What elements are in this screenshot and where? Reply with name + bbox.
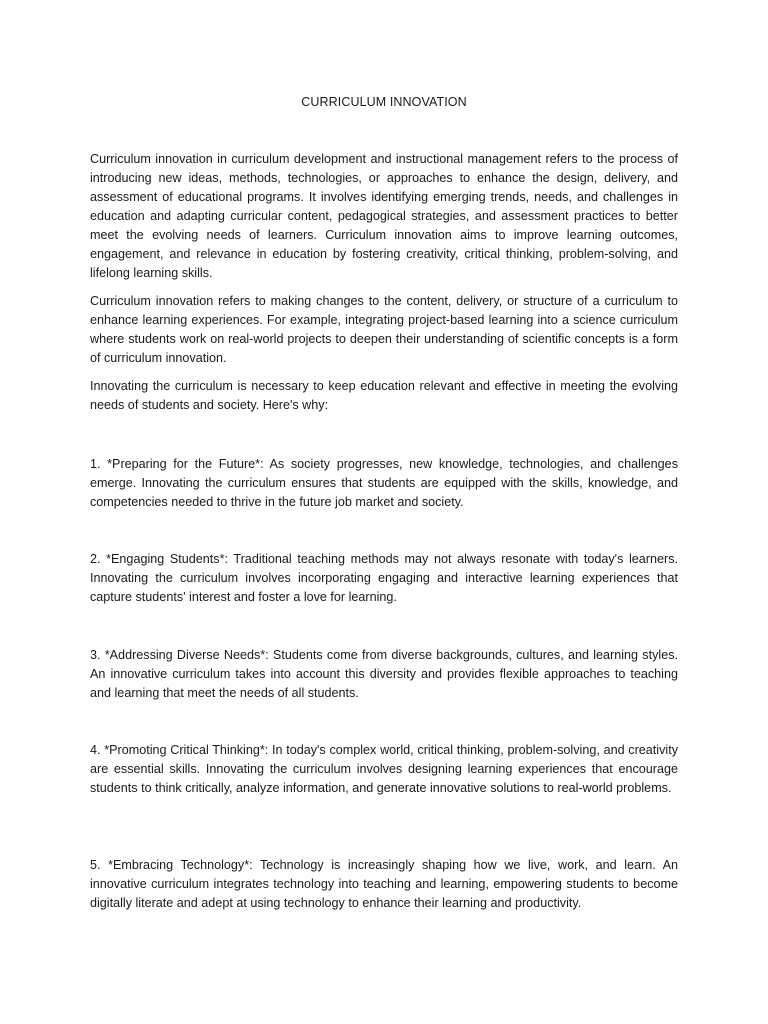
reason-preparing-future: 1. *Preparing for the Future*: As society progresses, new knowledge, technologies, and challenges emerge. Innovating the curriculum ensures that students are equipped with the skills, knowledge, and competencies needed to thrive in the future job market and society. bbox=[90, 457, 678, 509]
reason-critical-thinking: 4. *Promoting Critical Thinking*: In today's complex world, critical thinking, problem-solving, and creativity are essential skills. Innovating the curriculum involves designing learning experiences that encourage students to think critically, analyze information, and generate innovative solutions to real-world problems. bbox=[90, 743, 678, 795]
reason-diverse-needs: 3. *Addressing Diverse Needs*: Students come from diverse backgrounds, cultures, and learning styles. An innovative curriculum takes into account this diversity and provides flexible approaches to teaching and learning that meet the needs of all students. bbox=[90, 648, 678, 700]
page-title: CURRICULUM INNOVATION bbox=[301, 95, 467, 109]
reason-engaging-students: 2. *Engaging Students*: Traditional teaching methods may not always resonate with today's learners. Innovating the curriculum involves incorporating engaging and interactive learning experiences that capture students' interest and foster a love for learning. bbox=[90, 552, 678, 604]
paragraph-necessity: Innovating the curriculum is necessary to keep education relevant and effective in meeting the evolving needs of students and society. Here's why: bbox=[90, 379, 678, 412]
reason-embracing-technology: 5. *Embracing Technology*: Technology is increasingly shaping how we live, work, and learn. An innovative curriculum integrates technology into teaching and learning, empowering students to become digitally literate and adept at using technology to enhance their learning and productivity. bbox=[90, 858, 678, 910]
paragraph-example: Curriculum innovation refers to making changes to the content, delivery, or structure of a curriculum to enhance learning experiences. For example, integrating project-based learning into a science curriculum where students work on real-world projects to deepen their understanding of scientific concepts is a form of curriculum innovation. bbox=[90, 294, 678, 365]
paragraph-definition: Curriculum innovation in curriculum development and instructional management refers to the process of introducing new ideas, methods, technologies, or approaches to enhance the design, delivery, and assessment of educational programs. It involves identifying emerging trends, needs, and challenges in education and adapting curricular content, pedagogical strategies, and assessment practices to better meet the evolving needs of learners. Curriculum innovation aims to improve learning outcomes, engagement, and relevance in education by fostering creativity, critical thinking, problem-solving, and lifelong learning skills. bbox=[90, 152, 678, 280]
